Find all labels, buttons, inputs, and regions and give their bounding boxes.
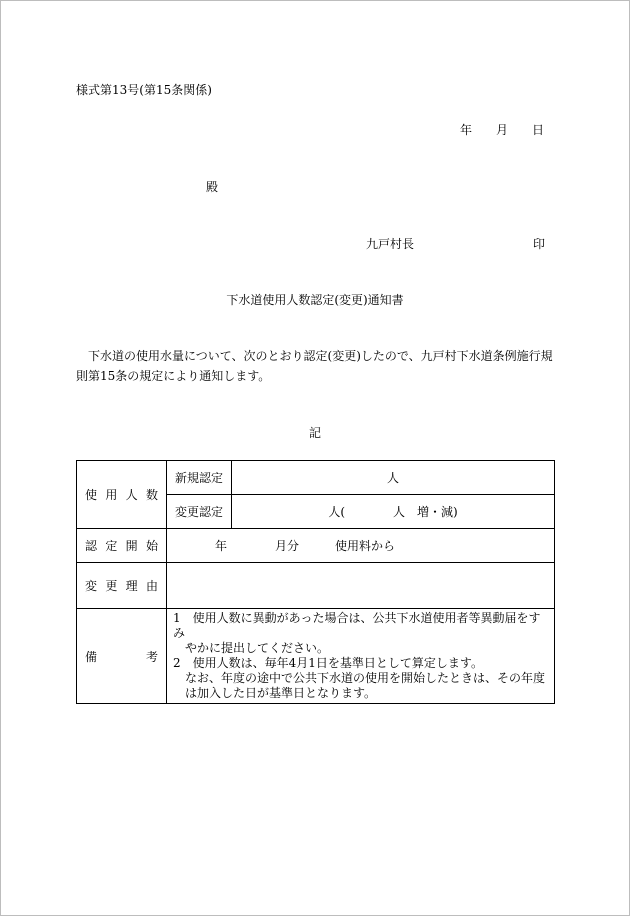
body-text: 下水道の使用水量について、次のとおり認定(変更)したので、九戸村下水道条例施行規則第15条の規定により通知します。 (76, 349, 553, 383)
start-label: 認定開始 (77, 529, 167, 563)
reason-label: 変更理由 (77, 563, 167, 609)
change-value: 人( 人 増・減) (232, 495, 555, 529)
remarks-line: は加入した日が基準日となります。 (185, 686, 377, 700)
table-row (77, 529, 555, 563)
table-row (77, 609, 555, 704)
remarks-line: やかに提出してください。 (185, 641, 330, 655)
start-value: 年 月分 使用料から (167, 529, 555, 563)
form-table (76, 460, 555, 704)
table-row (77, 461, 555, 495)
date-year: 年 (460, 123, 473, 137)
table-row (77, 563, 555, 609)
remarks-line: 1 使用人数に異動があった場合は、公共下水道使用者等異動届をすみ (173, 611, 541, 640)
new-value: 人 (232, 461, 555, 495)
addressee-suffix: 殿 (206, 180, 219, 194)
date-line (460, 122, 544, 138)
remarks-line: なお、年度の途中で公共下水道の使用を開始したときは、その年度 (185, 671, 546, 685)
date-day: 日 (532, 123, 545, 137)
remarks-label: 備考 (77, 609, 167, 704)
document-title: 下水道使用人数認定(変更)通知書 (226, 293, 404, 307)
remarks-line: 2 使用人数は、毎年4月1日を基準日として算定します。 (173, 656, 483, 670)
issuer: 九戸村長 (366, 237, 415, 251)
reason-value (167, 563, 555, 609)
new-label: 新規認定 (167, 461, 232, 495)
ki-heading: 記 (308, 426, 321, 440)
remarks-content (167, 609, 555, 704)
users-label: 使用人数 (77, 461, 167, 529)
change-label: 変更認定 (167, 495, 232, 529)
date-month: 月 (496, 123, 509, 137)
seal-mark: 印 (533, 237, 546, 251)
form-number: 様式第13号(第15条関係) (76, 83, 212, 97)
